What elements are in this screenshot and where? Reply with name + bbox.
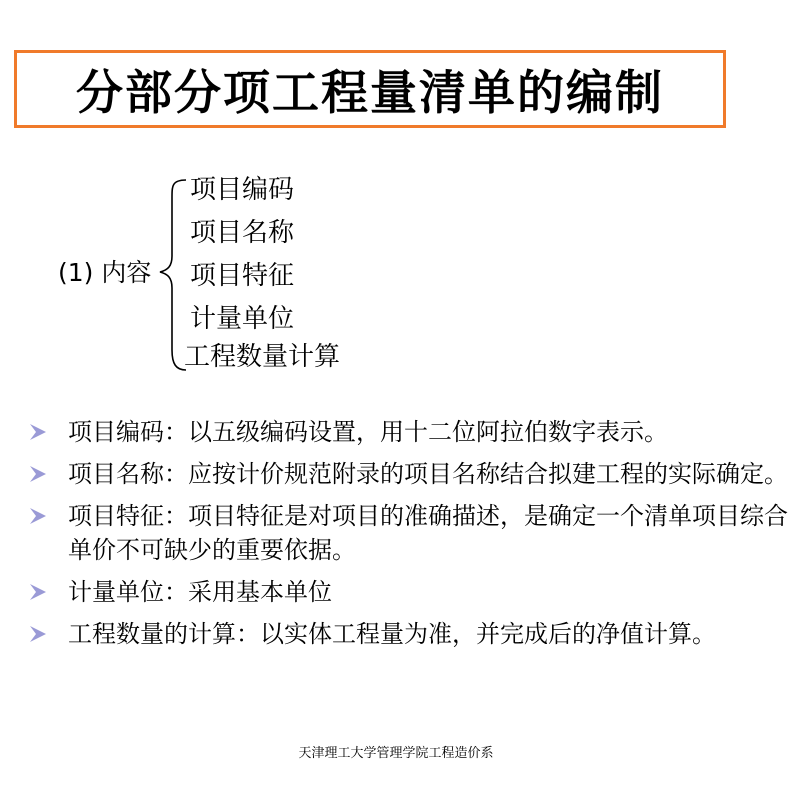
arrow-bullet-icon <box>28 624 48 644</box>
arrow-bullet-icon <box>28 582 48 602</box>
brace-item-name: 项目名称 <box>190 218 295 248</box>
arrow-bullet-icon <box>28 506 48 526</box>
bullet-text: 项目编码：以五级编码设置，用十二位阿拉伯数字表示。 <box>68 418 668 446</box>
arrow-bullet-icon <box>28 464 48 484</box>
list-item <box>28 617 788 651</box>
footer: 天津理工大学管理学院工程造价系 <box>298 746 494 761</box>
brace-item-unit: 计量单位 <box>190 304 295 334</box>
brace-item-feature: 项目特征 <box>190 261 295 291</box>
list-item <box>28 499 788 567</box>
bullet-text: 项目特征：项目特征是对项目的准确描述，是确定一个清单项目综合单价不可缺少的重要依据。 <box>68 502 788 564</box>
list-item <box>28 575 788 609</box>
brace-item-code: 项目编码 <box>190 175 295 205</box>
content-label: (1) 内容 <box>58 258 152 287</box>
page-title: 分部分项工程量清单的编制 <box>76 65 664 121</box>
title-box <box>14 50 726 128</box>
arrow-bullet-icon <box>28 422 48 442</box>
list-item <box>28 457 788 491</box>
bullet-text: 工程数量的计算：以实体工程量为准，并完成后的净值计算。 <box>68 620 716 648</box>
list-item <box>28 415 788 449</box>
bullet-list <box>28 415 788 659</box>
bullet-text: 计量单位：采用基本单位 <box>68 578 332 606</box>
bullet-text: 项目名称：应按计价规范附录的项目名称结合拟建工程的实际确定。 <box>68 460 788 488</box>
brace-item-quantity: 工程数量计算 <box>184 342 341 372</box>
